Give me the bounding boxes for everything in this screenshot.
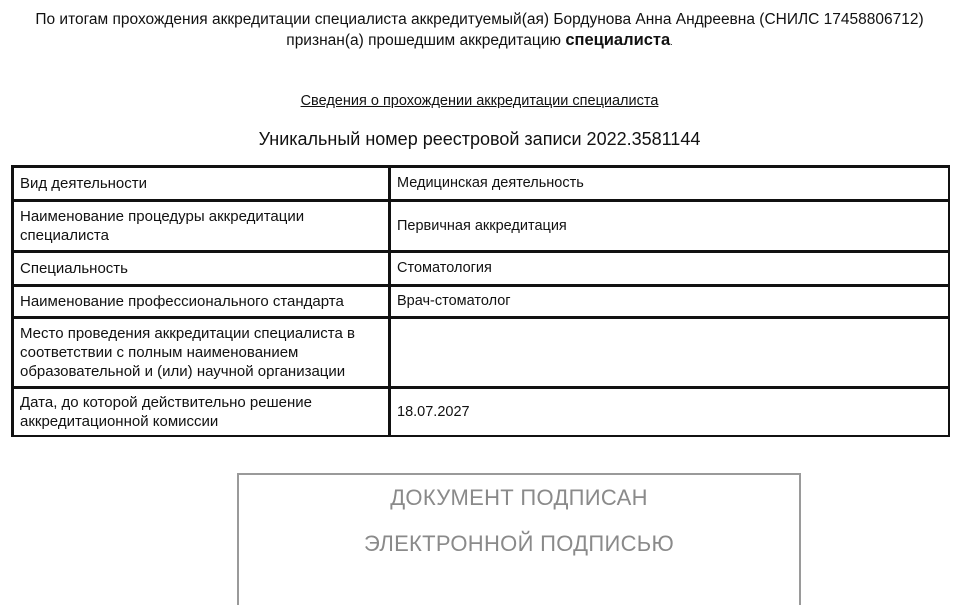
stamp-line-1: ДОКУМЕНТ ПОДПИСАН — [390, 485, 648, 510]
table-row-value: Медицинская деятельность — [390, 167, 948, 201]
table-row-value: Стоматология — [390, 252, 948, 286]
table-row — [13, 318, 948, 388]
table-row — [13, 286, 948, 318]
intro-line-2-suffix: . — [670, 37, 673, 47]
electronic-signature-stamp — [237, 473, 801, 605]
section-title: Сведения о прохождении аккредитации специалиста — [300, 93, 659, 109]
table-row-label: Специальность — [13, 252, 390, 286]
intro-paragraph — [10, 10, 949, 52]
table-row-value: Первичная аккредитация — [390, 201, 948, 252]
intro-line-2-bold: специалиста — [565, 31, 671, 49]
intro-line-1: По итогам прохождения аккредитации специалиста аккредитуемый(ая) Бордунова Анна Андреевна (СНИЛС 17458806712) — [35, 11, 924, 28]
registry-number: Уникальный номер реестровой записи 2022.3581144 — [258, 129, 701, 149]
table-row — [13, 167, 948, 201]
table-row — [13, 201, 948, 252]
table-row — [13, 388, 948, 435]
accreditation-info-table — [11, 165, 950, 437]
intro-line-2 — [10, 30, 949, 52]
table-row-value: Врач-стоматолог — [390, 286, 948, 318]
table-row-value: 18.07.2027 — [390, 388, 948, 435]
table-row-label: Вид деятельности — [13, 167, 390, 201]
stamp-line-2: ЭЛЕКТРОННОЙ ПОДПИСЬЮ — [363, 531, 675, 556]
table-row-label: Место проведения аккредитации специалиста в соответствии с полным наименованием образовательной и (или) научной организации — [13, 318, 390, 388]
table-row-value — [390, 318, 948, 388]
table-row-label: Наименование профессионального стандарта — [13, 286, 390, 318]
table-row — [13, 252, 948, 286]
table-row-label: Дата, до которой действительно решение аккредитационной комиссии — [13, 388, 390, 435]
intro-line-2-prefix: признан(а) прошедшим аккредитацию — [286, 32, 562, 49]
table-row-label: Наименование процедуры аккредитации специалиста — [13, 201, 390, 252]
